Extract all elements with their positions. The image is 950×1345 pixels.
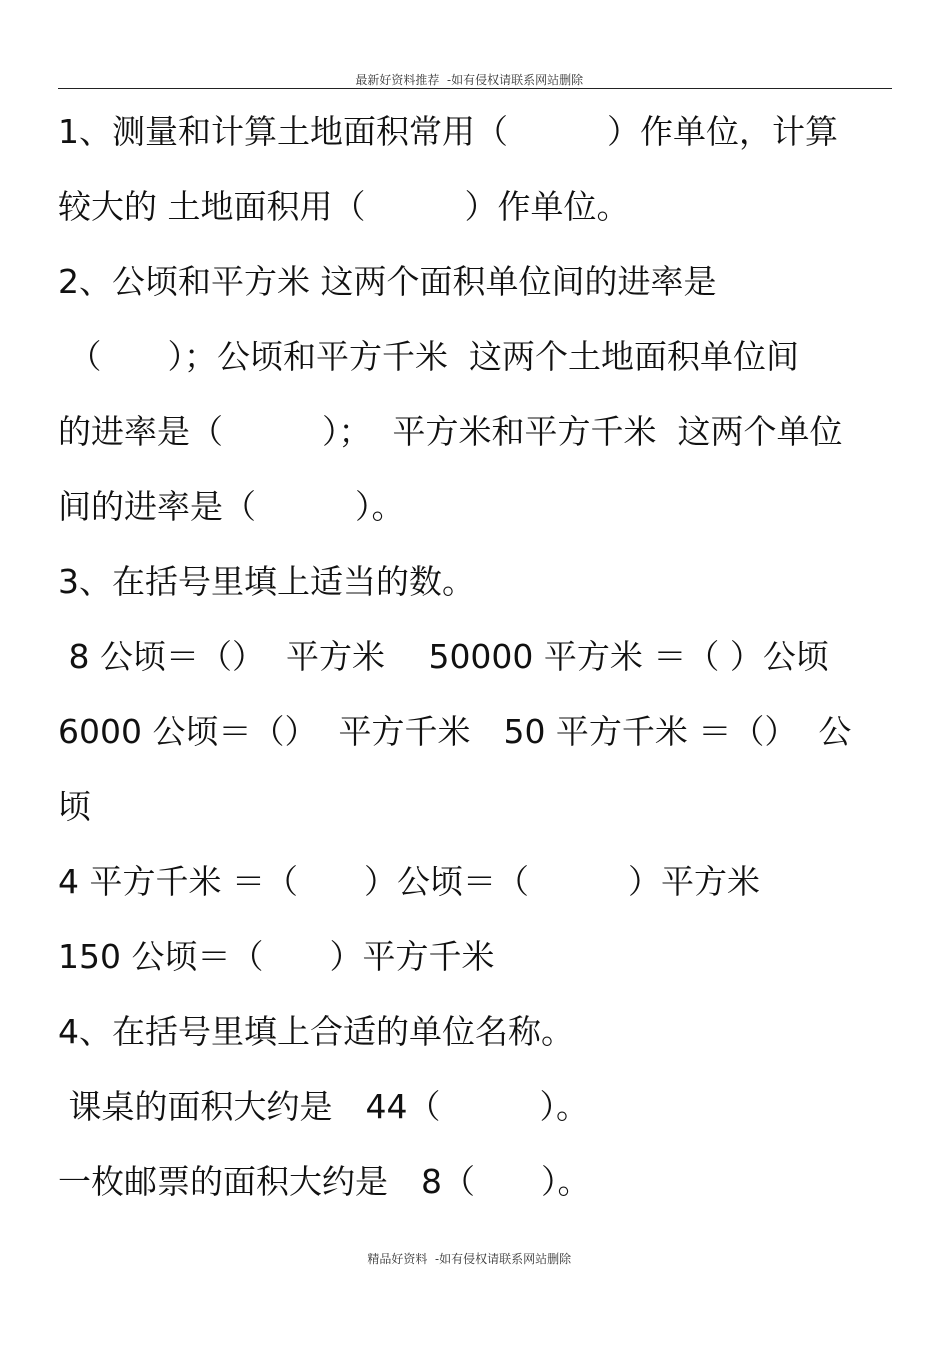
question-3-item-2-wrap: 顷 xyxy=(58,787,91,826)
page-footer-text: 精品好资料 -如有侵权请联系网站删除 xyxy=(367,1252,583,1266)
question-3-item-3: 4 平方千米 ＝（ ）公顷＝（ ）平方米 xyxy=(58,862,760,901)
question-3-heading: 3、在括号里填上适当的数。 xyxy=(58,562,475,601)
question-3-item-4: 150 公顷＝（ ）平方千米 xyxy=(58,937,495,976)
question-1-line-2: 较大的 土地面积用（ ）作单位。 xyxy=(58,187,630,226)
question-1-line-1: 1、测量和计算土地面积常用（ ）作单位，计算 xyxy=(58,112,838,151)
question-4-heading: 4、在括号里填上合适的单位名称。 xyxy=(58,1012,574,1051)
question-2-line-2: （ ）；公顷和平方千米 这两个土地面积单位间 xyxy=(58,337,799,376)
question-3-item-1: 8 公顷＝（） 平方米 50000 平方米 ＝（ ）公顷 xyxy=(58,637,829,676)
worksheet-body xyxy=(58,94,892,1219)
question-2-line-4: 间的进率是（ ）。 xyxy=(58,487,405,526)
question-4-item-2: 一枚邮票的面积大约是 8（ ）。 xyxy=(58,1162,591,1201)
question-3-item-2: 6000 公顷＝（） 平方千米 50 平方千米 ＝（） 公 xyxy=(58,712,852,751)
question-4-item-1: 课桌的面积大约是 44（ ）。 xyxy=(58,1087,589,1126)
question-2-line-3: 的进率是（ ）； 平方米和平方千米 这两个单位 xyxy=(58,412,843,451)
page-header-text: 最新好资料推荐 -如有侵权请联系网站删除 xyxy=(355,73,595,87)
header-divider xyxy=(58,88,892,89)
question-2-line-1: 2、公顷和平方米 这两个面积单位间的进率是 xyxy=(58,262,717,301)
